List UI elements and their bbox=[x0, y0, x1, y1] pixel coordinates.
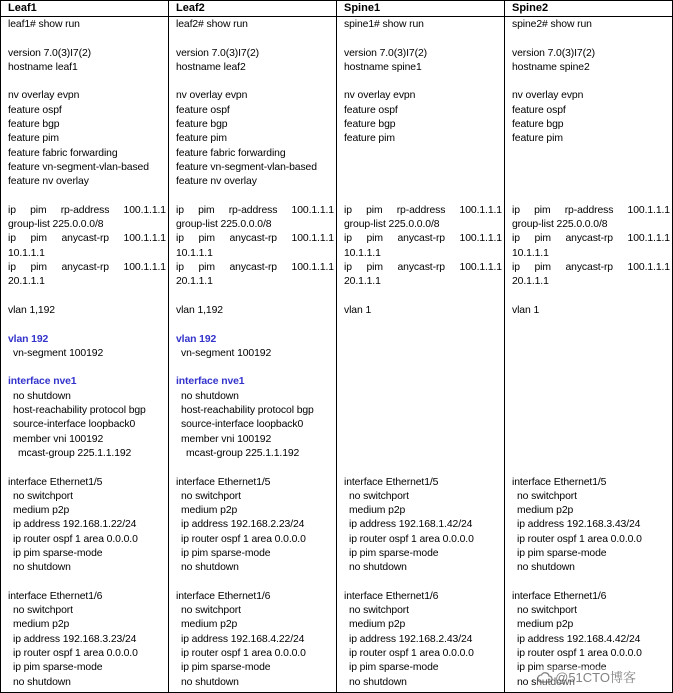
config-word: pim bbox=[198, 233, 215, 245]
config-line: group-list 225.0.0.0/8 bbox=[344, 219, 440, 231]
blank-line bbox=[512, 190, 672, 204]
config-word: anycast-rp bbox=[61, 262, 109, 274]
config-line: feature fabric forwarding bbox=[8, 147, 118, 159]
config-word: ip bbox=[176, 233, 184, 245]
config-word: ip bbox=[8, 233, 16, 245]
config-line: feature pim bbox=[8, 133, 59, 145]
config-line: ip address 192.168.2.23/24 bbox=[181, 519, 305, 531]
blank-line bbox=[344, 175, 504, 189]
blank-line bbox=[176, 32, 336, 46]
blank-line bbox=[512, 175, 672, 189]
config-line: feature fabric forwarding bbox=[176, 147, 286, 159]
blank-line bbox=[512, 333, 672, 347]
config-line: 10.1.1.1 bbox=[344, 247, 381, 259]
config-line: ip router ospf 1 area 0.0.0.0 bbox=[349, 533, 474, 545]
config-line bbox=[512, 204, 672, 218]
config-line: ip address 192.168.1.22/24 bbox=[13, 519, 137, 531]
config-line: member vni 100192 bbox=[181, 433, 272, 445]
config-line: group-list 225.0.0.0/8 bbox=[512, 219, 608, 231]
column-header-leaf2: Leaf2 bbox=[169, 1, 337, 17]
config-line: interface Ethernet1/6 bbox=[176, 590, 271, 602]
config-line bbox=[344, 232, 504, 246]
config-line: mcast-group 225.1.1.192 bbox=[18, 447, 132, 459]
config-word: 100.1.1.1 bbox=[123, 233, 166, 245]
config-line: ip pim sparse-mode bbox=[517, 662, 607, 674]
config-line: vlan 1,192 bbox=[8, 304, 55, 316]
blank-line bbox=[344, 290, 504, 304]
config-line: ip router ospf 1 area 0.0.0.0 bbox=[181, 533, 306, 545]
config-line bbox=[344, 261, 504, 275]
config-line: vlan 192 bbox=[176, 333, 217, 345]
config-line bbox=[8, 232, 168, 246]
blank-line bbox=[344, 576, 504, 590]
config-row bbox=[1, 17, 673, 693]
config-word: anycast-rp bbox=[229, 262, 277, 274]
config-line: medium p2p bbox=[13, 505, 70, 517]
config-line: ip address 192.168.1.42/24 bbox=[349, 519, 473, 531]
blank-line bbox=[512, 361, 672, 375]
config-word: rp-address bbox=[564, 204, 614, 216]
config-word: pim bbox=[534, 204, 551, 216]
config-word: 100.1.1.1 bbox=[123, 262, 166, 274]
config-line: ip address 192.168.4.42/24 bbox=[517, 633, 641, 645]
blank-line bbox=[176, 190, 336, 204]
config-line: feature vn-segment-vlan-based bbox=[8, 161, 149, 173]
config-line: interface Ethernet1/6 bbox=[344, 590, 439, 602]
config-line: feature pim bbox=[176, 133, 227, 145]
blank-line bbox=[8, 32, 168, 46]
config-line: no shutdown bbox=[349, 562, 407, 574]
blank-line bbox=[344, 390, 504, 404]
config-word: ip bbox=[176, 262, 184, 274]
config-cell-leaf1 bbox=[1, 17, 169, 693]
config-lines-spine1 bbox=[337, 17, 504, 690]
blank-line bbox=[176, 461, 336, 475]
blank-line bbox=[344, 418, 504, 432]
config-word: ip bbox=[344, 204, 352, 216]
config-line: version 7.0(3)I7(2) bbox=[8, 47, 91, 59]
config-line: ip router ospf 1 area 0.0.0.0 bbox=[349, 648, 474, 660]
config-line: ip address 192.168.3.23/24 bbox=[13, 633, 137, 645]
config-line: no switchport bbox=[349, 605, 409, 617]
config-line: vlan 1 bbox=[344, 304, 372, 316]
config-line: nv overlay evpn bbox=[344, 90, 416, 102]
config-line: nv overlay evpn bbox=[512, 90, 584, 102]
blank-line bbox=[8, 290, 168, 304]
blank-line bbox=[512, 404, 672, 418]
blank-line bbox=[344, 161, 504, 175]
config-line: host-reachability protocol bgp bbox=[13, 405, 146, 417]
config-line bbox=[8, 204, 168, 218]
blank-line bbox=[512, 418, 672, 432]
config-word: anycast-rp bbox=[397, 262, 445, 274]
config-line: 20.1.1.1 bbox=[8, 276, 45, 288]
config-word: pim bbox=[30, 262, 47, 274]
blank-line bbox=[8, 461, 168, 475]
config-line: 10.1.1.1 bbox=[8, 247, 45, 259]
blank-line bbox=[344, 32, 504, 46]
config-word: pim bbox=[198, 204, 215, 216]
blank-line bbox=[344, 375, 504, 389]
config-word: rp-address bbox=[396, 204, 446, 216]
blank-line bbox=[512, 161, 672, 175]
config-word: pim bbox=[30, 204, 47, 216]
config-line: interface nve1 bbox=[176, 376, 245, 388]
blank-line bbox=[344, 461, 504, 475]
config-line: feature ospf bbox=[8, 104, 62, 116]
config-line: medium p2p bbox=[517, 505, 574, 517]
config-line bbox=[344, 204, 504, 218]
config-line: interface Ethernet1/5 bbox=[176, 476, 271, 488]
config-line: feature ospf bbox=[176, 104, 230, 116]
blank-line bbox=[512, 375, 672, 389]
blank-line bbox=[512, 32, 672, 46]
config-word: ip bbox=[8, 204, 16, 216]
config-lines-leaf2 bbox=[169, 17, 336, 690]
blank-line bbox=[344, 433, 504, 447]
blank-line bbox=[512, 147, 672, 161]
config-line: no shutdown bbox=[13, 676, 71, 688]
blank-line bbox=[344, 333, 504, 347]
config-line: version 7.0(3)I7(2) bbox=[176, 47, 259, 59]
config-line: hostname leaf2 bbox=[176, 61, 246, 73]
config-line: medium p2p bbox=[181, 619, 238, 631]
config-line: no shutdown bbox=[181, 676, 239, 688]
column-header-spine1: Spine1 bbox=[337, 1, 505, 17]
config-line bbox=[512, 261, 672, 275]
config-word: ip bbox=[8, 262, 16, 274]
config-word: 100.1.1.1 bbox=[627, 204, 670, 216]
config-word: anycast-rp bbox=[397, 233, 445, 245]
config-line: nv overlay evpn bbox=[176, 90, 248, 102]
config-line: host-reachability protocol bgp bbox=[181, 405, 314, 417]
config-line: no shutdown bbox=[13, 390, 71, 402]
config-line: medium p2p bbox=[349, 619, 406, 631]
watermark-text: @51CTO博客 bbox=[555, 670, 636, 685]
config-line: ip pim sparse-mode bbox=[181, 662, 271, 674]
blank-line bbox=[176, 290, 336, 304]
config-lines-spine2 bbox=[505, 17, 672, 690]
config-line: source-interface loopback0 bbox=[181, 419, 304, 431]
config-line: no switchport bbox=[13, 490, 73, 502]
config-word: ip bbox=[344, 233, 352, 245]
config-line: no switchport bbox=[517, 605, 577, 617]
blank-line bbox=[344, 447, 504, 461]
config-line: feature nv overlay bbox=[8, 176, 89, 188]
header-row bbox=[1, 1, 673, 17]
config-cell-spine2 bbox=[505, 17, 673, 693]
config-line: leaf2# show run bbox=[176, 19, 248, 30]
config-word: 100.1.1.1 bbox=[123, 204, 166, 216]
blank-line bbox=[344, 361, 504, 375]
config-line: no switchport bbox=[349, 490, 409, 502]
blank-line bbox=[344, 404, 504, 418]
config-line: ip pim sparse-mode bbox=[13, 662, 103, 674]
config-line: interface Ethernet1/6 bbox=[512, 590, 607, 602]
config-line: feature nv overlay bbox=[176, 176, 257, 188]
config-word: pim bbox=[366, 262, 383, 274]
config-line: interface Ethernet1/5 bbox=[8, 476, 103, 488]
config-line: ip router ospf 1 area 0.0.0.0 bbox=[13, 648, 138, 660]
config-line: medium p2p bbox=[13, 619, 70, 631]
config-word: 100.1.1.1 bbox=[459, 204, 502, 216]
config-word: 100.1.1.1 bbox=[291, 204, 334, 216]
config-word: 100.1.1.1 bbox=[291, 233, 334, 245]
config-line: no shutdown bbox=[181, 562, 239, 574]
blank-line bbox=[176, 361, 336, 375]
blank-line bbox=[176, 75, 336, 89]
config-line: ip pim sparse-mode bbox=[349, 662, 439, 674]
config-line: 20.1.1.1 bbox=[512, 276, 549, 288]
config-line: no switchport bbox=[181, 605, 241, 617]
config-word: rp-address bbox=[60, 204, 110, 216]
blank-line bbox=[8, 190, 168, 204]
config-line: feature pim bbox=[512, 133, 563, 145]
config-line: vn-segment 100192 bbox=[181, 347, 272, 359]
config-line: feature pim bbox=[344, 133, 395, 145]
config-word: ip bbox=[176, 204, 184, 216]
config-line: no shutdown bbox=[349, 676, 407, 688]
config-line bbox=[176, 261, 336, 275]
config-word: rp-address bbox=[228, 204, 278, 216]
column-header-leaf1: Leaf1 bbox=[1, 1, 169, 17]
blank-line bbox=[512, 347, 672, 361]
config-line: no switchport bbox=[181, 490, 241, 502]
blank-line bbox=[344, 347, 504, 361]
config-line bbox=[8, 261, 168, 275]
config-word: anycast-rp bbox=[61, 233, 109, 245]
config-line: ip router ospf 1 area 0.0.0.0 bbox=[181, 648, 306, 660]
config-line: nv overlay evpn bbox=[8, 90, 80, 102]
config-line: 10.1.1.1 bbox=[176, 247, 213, 259]
config-word: 100.1.1.1 bbox=[459, 262, 502, 274]
config-line: 10.1.1.1 bbox=[512, 247, 549, 259]
config-line: member vni 100192 bbox=[13, 433, 104, 445]
config-line: no shutdown bbox=[517, 676, 575, 688]
config-word: 100.1.1.1 bbox=[291, 262, 334, 274]
blank-line bbox=[512, 576, 672, 590]
config-line: ip address 192.168.2.43/24 bbox=[349, 633, 473, 645]
config-line: interface Ethernet1/5 bbox=[344, 476, 439, 488]
config-line: ip router ospf 1 area 0.0.0.0 bbox=[517, 533, 642, 545]
config-line: ip address 192.168.4.22/24 bbox=[181, 633, 305, 645]
config-line: vlan 1 bbox=[512, 304, 540, 316]
config-line: feature bgp bbox=[344, 119, 396, 131]
blank-line bbox=[512, 461, 672, 475]
config-line: ip pim sparse-mode bbox=[517, 547, 607, 559]
config-line: interface nve1 bbox=[8, 376, 77, 388]
blank-line bbox=[8, 361, 168, 375]
config-line: interface Ethernet1/6 bbox=[8, 590, 103, 602]
config-word: anycast-rp bbox=[565, 262, 613, 274]
config-cell-spine1 bbox=[337, 17, 505, 693]
config-word: ip bbox=[512, 233, 520, 245]
blank-line bbox=[512, 290, 672, 304]
config-line bbox=[512, 232, 672, 246]
config-line: feature vn-segment-vlan-based bbox=[176, 161, 317, 173]
blank-line bbox=[512, 447, 672, 461]
config-line: medium p2p bbox=[517, 619, 574, 631]
config-line: ip address 192.168.3.43/24 bbox=[517, 519, 641, 531]
config-word: 100.1.1.1 bbox=[459, 233, 502, 245]
blank-line bbox=[344, 75, 504, 89]
config-word: 100.1.1.1 bbox=[627, 262, 670, 274]
blank-line bbox=[8, 318, 168, 332]
config-word: ip bbox=[512, 204, 520, 216]
config-line: leaf1# show run bbox=[8, 19, 80, 30]
config-line: no switchport bbox=[13, 605, 73, 617]
config-line: hostname leaf1 bbox=[8, 61, 78, 73]
config-line: ip pim sparse-mode bbox=[349, 547, 439, 559]
config-line: feature bgp bbox=[512, 119, 564, 131]
config-word: pim bbox=[30, 233, 47, 245]
config-line: version 7.0(3)I7(2) bbox=[344, 47, 427, 59]
blank-line bbox=[8, 576, 168, 590]
column-header-spine2: Spine2 bbox=[505, 1, 673, 17]
config-line: spine2# show run bbox=[512, 19, 592, 30]
config-line: mcast-group 225.1.1.192 bbox=[186, 447, 300, 459]
config-line bbox=[176, 204, 336, 218]
config-line: no switchport bbox=[517, 490, 577, 502]
config-line: hostname spine1 bbox=[344, 61, 422, 73]
config-line: feature ospf bbox=[512, 104, 566, 116]
config-line: vn-segment 100192 bbox=[13, 347, 104, 359]
config-word: ip bbox=[512, 262, 520, 274]
config-line: group-list 225.0.0.0/8 bbox=[8, 219, 104, 231]
cloud-logo-icon bbox=[537, 671, 553, 683]
config-line bbox=[176, 232, 336, 246]
config-line: vlan 1,192 bbox=[176, 304, 223, 316]
config-word: anycast-rp bbox=[229, 233, 277, 245]
blank-line bbox=[512, 433, 672, 447]
config-word: pim bbox=[198, 262, 215, 274]
config-line: spine1# show run bbox=[344, 19, 424, 30]
blank-line bbox=[512, 318, 672, 332]
config-line: group-list 225.0.0.0/8 bbox=[176, 219, 272, 231]
config-line: feature bgp bbox=[8, 119, 60, 131]
config-word: pim bbox=[366, 233, 383, 245]
blank-line bbox=[512, 390, 672, 404]
config-line: no shutdown bbox=[517, 562, 575, 574]
config-line: feature ospf bbox=[344, 104, 398, 116]
blank-line bbox=[176, 318, 336, 332]
config-word: anycast-rp bbox=[565, 233, 613, 245]
config-line: ip router ospf 1 area 0.0.0.0 bbox=[13, 533, 138, 545]
config-line: vlan 192 bbox=[8, 333, 49, 345]
config-word: pim bbox=[534, 262, 551, 274]
config-line: ip router ospf 1 area 0.0.0.0 bbox=[517, 648, 642, 660]
blank-line bbox=[344, 318, 504, 332]
blank-line bbox=[8, 75, 168, 89]
config-line: feature bgp bbox=[176, 119, 228, 131]
blank-line bbox=[344, 190, 504, 204]
config-cell-leaf2 bbox=[169, 17, 337, 693]
config-line: hostname spine2 bbox=[512, 61, 590, 73]
config-line: medium p2p bbox=[349, 505, 406, 517]
watermark bbox=[537, 667, 636, 686]
config-line: ip pim sparse-mode bbox=[13, 547, 103, 559]
blank-line bbox=[512, 75, 672, 89]
config-line: source-interface loopback0 bbox=[13, 419, 136, 431]
config-line: medium p2p bbox=[181, 505, 238, 517]
config-word: pim bbox=[534, 233, 551, 245]
config-line: 20.1.1.1 bbox=[344, 276, 381, 288]
blank-line bbox=[176, 576, 336, 590]
config-line: 20.1.1.1 bbox=[176, 276, 213, 288]
blank-line bbox=[344, 147, 504, 161]
config-line: ip pim sparse-mode bbox=[181, 547, 271, 559]
config-lines-leaf1 bbox=[1, 17, 168, 690]
config-line: no shutdown bbox=[13, 562, 71, 574]
config-line: interface Ethernet1/5 bbox=[512, 476, 607, 488]
config-line: no shutdown bbox=[181, 390, 239, 402]
config-word: 100.1.1.1 bbox=[627, 233, 670, 245]
config-word: ip bbox=[344, 262, 352, 274]
config-word: pim bbox=[366, 204, 383, 216]
config-line: version 7.0(3)I7(2) bbox=[512, 47, 595, 59]
